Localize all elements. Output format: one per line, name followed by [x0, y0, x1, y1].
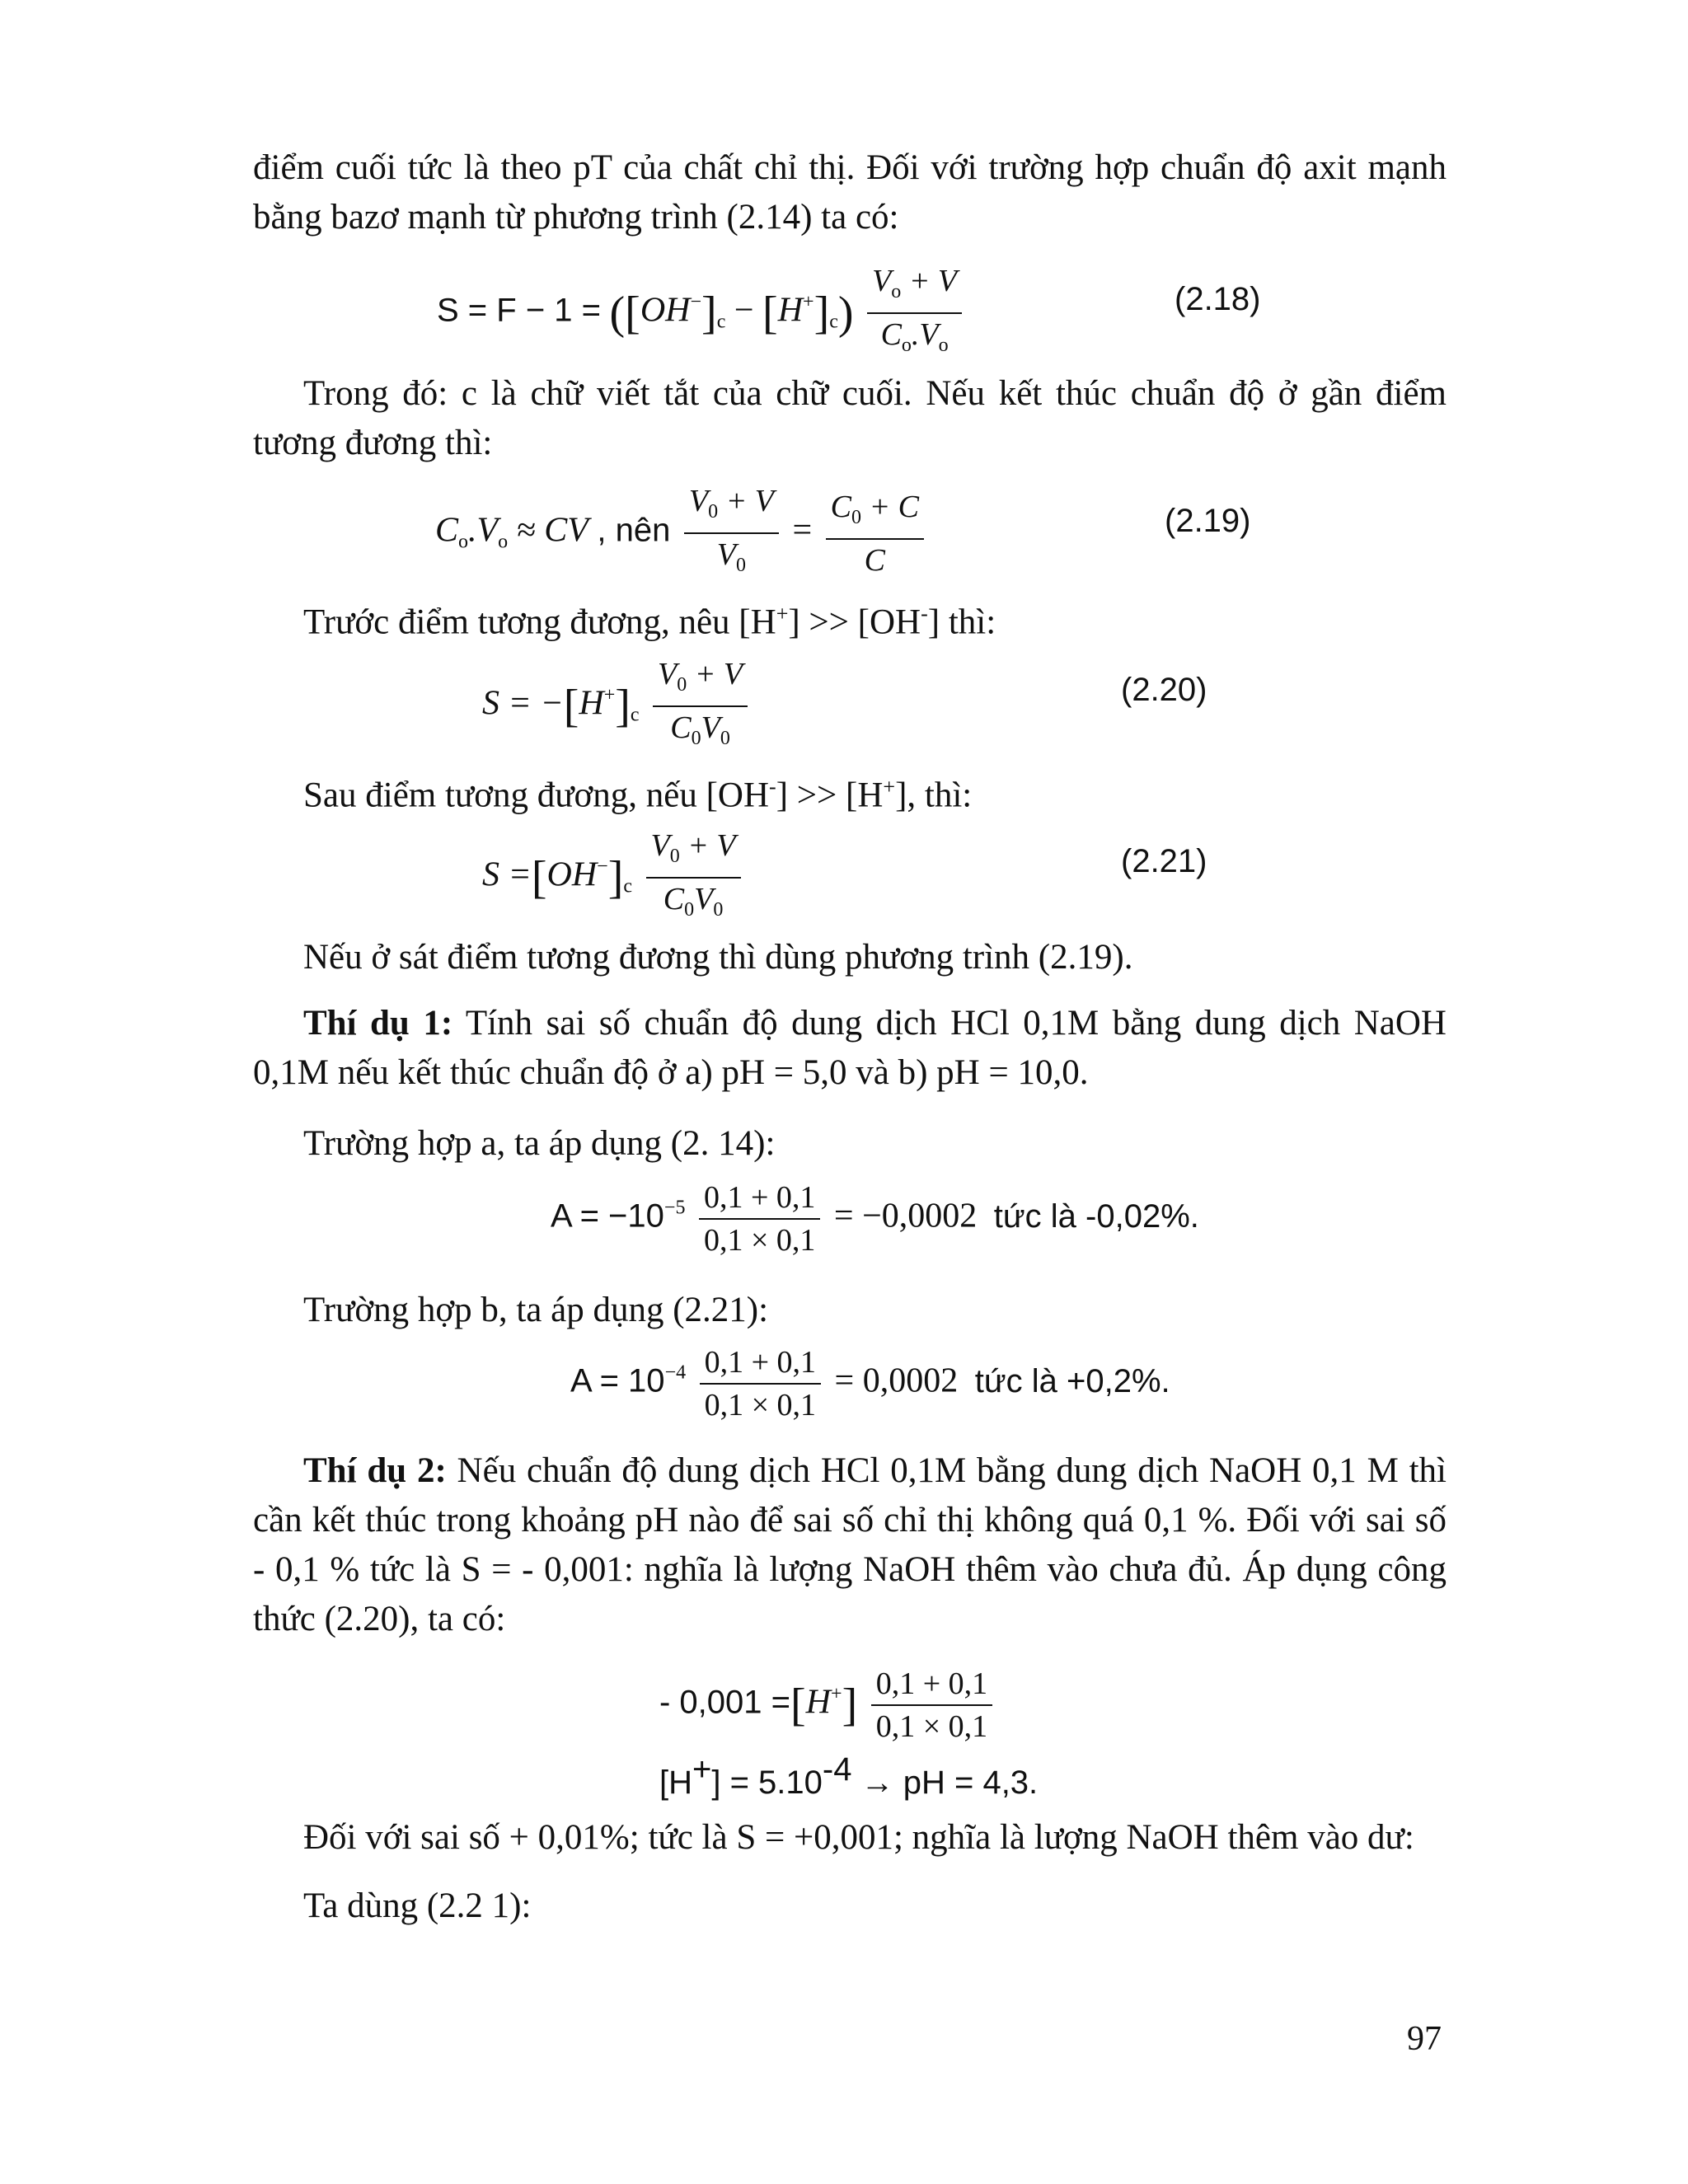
equation-number: (2.21) [1121, 843, 1207, 879]
paragraph-line: bằng bazơ mạnh từ phương trình (2.14) ta có: [253, 198, 899, 237]
equation-2-21: $S =[OH^-]_c$ $\frac{V_0 + V}{C_0V_0}$ [482, 827, 746, 929]
equation-number: (2.20) [1121, 672, 1207, 708]
paragraph-line: điểm cuối tức là theo pT của chất chỉ thị. Đối với trường hợp chuẩn độ axit mạnh [253, 148, 1447, 187]
equation-number: (2.19) [1165, 503, 1251, 539]
calculation-example-2: - 0,001 =[H+] $\frac{0,1 + 0,1}{0,1 \times 0,1}$ [659, 1665, 997, 1746]
fraction: $\frac{V_0 + V}{C_0V_0}$ [653, 655, 748, 757]
paragraph-line: Đối với sai số + 0,01%; tức là S = +0,001; nghĩa là lượng NaOH thêm vào dư: [303, 1818, 1414, 1857]
calculation-a: $A = -10^{-5}$ $\frac{0,1 + 0,1}{0,1 \times 0,1}$ = −0,0002 tức là -0,02%. [551, 1180, 1199, 1258]
paragraph-line: 0,1M nếu kết thúc chuẩn độ ở a) pH = 5,0 và b) pH = 10,0. [253, 1053, 1089, 1092]
example-1-line: Thí dụ 1: Tính sai số chuẩn độ dung dịch HCl 0,1M bằng dung dịch NaOH [303, 1004, 1447, 1043]
fraction: $\frac{V_o + V}{C_o.V_o}$ [867, 262, 962, 364]
fraction: $\frac{0,1 + 0,1}{0,1 \times 0,1}$ [871, 1665, 992, 1746]
equation-2-18: $S = F - 1 = ([OH^-]_c - [H^+]_c)$ $\frac{V_o + V}{C_o.V_o}$ [437, 262, 967, 364]
paragraph-line: thức (2.20), ta có: [253, 1600, 506, 1638]
fraction: $\frac{0,1 + 0,1}{0,1 \times 0,1}$ [700, 1343, 821, 1424]
paragraph-line: cần kết thúc trong khoảng pH nào để sai số chỉ thị không quá 0,1 %. Đối với sai số [253, 1501, 1447, 1540]
paragraph-line: Nếu ở sát điểm tương đương thì dùng phương trình (2.19). [303, 938, 1133, 977]
fraction: $\frac{C_0 + C}{C}$ [826, 488, 924, 579]
calculation-b: $A = 10^{-4}$ $\frac{0,1 + 0,1}{0,1 \times 0,1}$ = 0,0002 tức là +0,2%. [570, 1345, 1170, 1422]
paragraph-line: Trường hợp a, ta áp dụng (2. 14): [303, 1124, 776, 1163]
paragraph-line: Trong đó: c là chữ viết tắt của chữ cuối. Nếu kết thúc chuẩn độ ở gần điểm [303, 374, 1447, 413]
calculation-result: $[H^+] = 5.10^{-4}$ → pH = 4,3. [659, 1751, 1039, 1801]
fraction: $\frac{0,1 + 0,1}{0,1 \times 0,1}$ [699, 1179, 820, 1259]
equation-number: (2.18) [1175, 281, 1261, 317]
paragraph-line: Trước điểm tương đương, nêu [H+] >> [OH-] thì: [303, 602, 996, 642]
paragraph-line: Trường hợp b, ta áp dụng (2.21): [303, 1291, 769, 1329]
paragraph-line: - 0,1 % tức là S = - 0,001: nghĩa là lượng NaOH thêm vào chưa đủ. Áp dụng công [253, 1550, 1447, 1589]
equation-2-19: $C_o.V_o$ ≈ CV , nên $\frac{V_0 + V}{V_0}$ = $\frac{C_0 + C}{C}$ [435, 482, 929, 584]
example-2-line: Thí dụ 2: Nếu chuẩn độ dung dịch HCl 0,1M bằng dung dịch NaOH 0,1 M thì [303, 1451, 1447, 1490]
paragraph-line: Sau điểm tương đương, nếu [OH-] >> [H+], thì: [303, 775, 973, 815]
paragraph-line: Ta dùng (2.2 1): [303, 1886, 532, 1925]
fraction: $\frac{V_0 + V}{C_0V_0}$ [646, 827, 741, 929]
fraction: $\frac{V_0 + V}{V_0}$ [684, 482, 779, 584]
page-number: 97 [1407, 2020, 1442, 2058]
equation-2-20: $S = -[H^+]_c$ $\frac{V_0 + V}{C_0V_0}$ [482, 655, 753, 757]
paragraph-line: tương đương thì: [253, 424, 493, 462]
